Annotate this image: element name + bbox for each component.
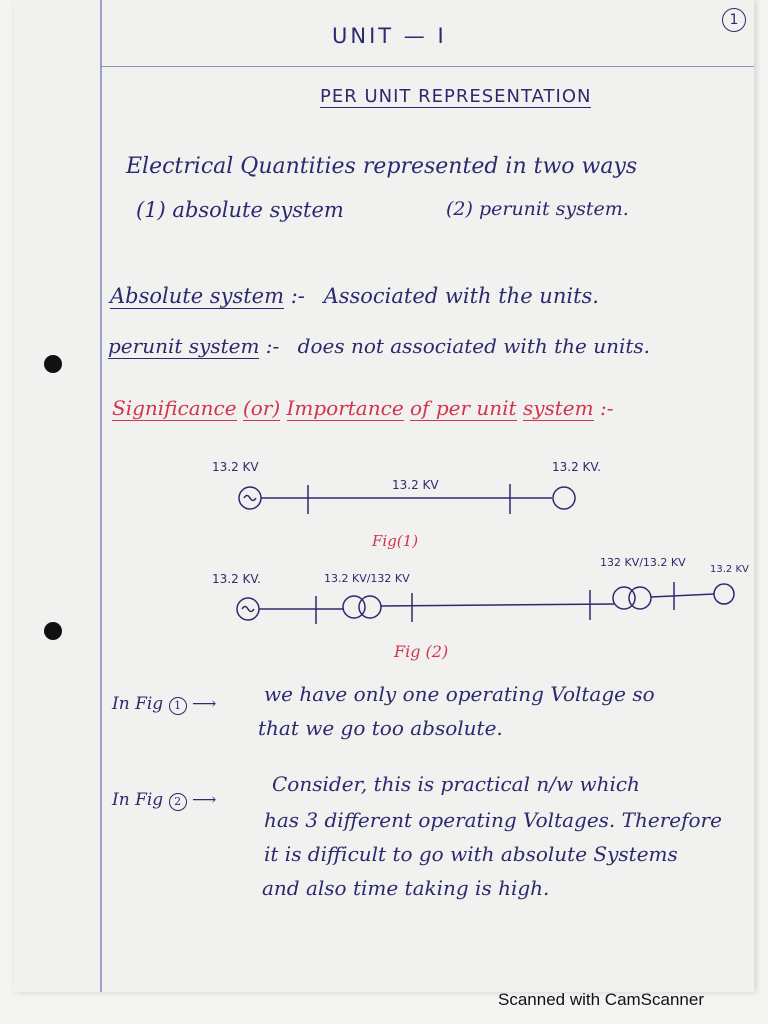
significance-of-per-unit: of per unit (410, 396, 517, 420)
fig2-t1-rating: 13.2 KV/132 KV (324, 572, 410, 585)
fig1-right-voltage: 13.2 KV. (552, 460, 601, 474)
note1-label (112, 694, 216, 715)
fig2-line-c (651, 594, 714, 597)
intro-option-perunit: (2) perunit system. (446, 198, 629, 220)
perunit-separator: :- (265, 334, 280, 358)
note1-line1: we have only one operating Voltage so (264, 682, 655, 706)
significance-system: system (522, 396, 594, 420)
absolute-separator: :- (290, 284, 305, 308)
fig2-right-voltage: 13.2 KV (710, 564, 749, 575)
note2-line4: and also time taking is high. (262, 876, 550, 900)
note2-label (112, 790, 216, 811)
perunit-description: does not associated with the units. (297, 334, 651, 358)
note1-label-text: In Fig (112, 694, 164, 714)
fig1-ac-wave-icon (244, 496, 256, 501)
significance-or: (or) (242, 396, 281, 420)
significance-word: Significance (112, 396, 237, 420)
intro-option-absolute: (1) absolute system (136, 198, 344, 222)
note2-line3: it is difficult to go with absolute Systems (264, 842, 678, 866)
fig1-mid-voltage: 13.2 KV (392, 478, 439, 492)
fig2-diagram (237, 582, 734, 624)
note1-fig-number: 1 (169, 697, 187, 715)
note2-line2: has 3 different operating Voltages. Therefore (264, 808, 722, 832)
page-number: 1 (722, 8, 746, 32)
perunit-term: perunit system (108, 334, 260, 358)
absolute-term: Absolute system (110, 284, 285, 308)
note2-line1: Consider, this is practical n/w which (272, 772, 640, 796)
fig2-ac-wave-icon (242, 607, 254, 612)
arrow-right-icon: ⟶ (192, 694, 217, 714)
note2-label-text: In Fig (112, 790, 164, 810)
fig2-t1-winding-2 (359, 596, 381, 618)
arrow-right-icon: ⟶ (192, 790, 217, 810)
significance-colon: :- (599, 396, 614, 420)
fig1-load-symbol (553, 487, 575, 509)
notebook-page (14, 0, 754, 992)
unit-title: UNIT — I (332, 24, 447, 48)
fig2-line-b (381, 604, 614, 606)
fig1-caption: Fig(1) (372, 532, 419, 550)
camscanner-watermark: Scanned with CamScanner (498, 990, 705, 1009)
note2-fig-number: 2 (169, 793, 187, 811)
fig2-load-symbol (714, 584, 734, 604)
main-title: PER UNIT REPRESENTATION (320, 86, 592, 107)
note1-line2: that we go too absolute. (258, 716, 503, 740)
intro-line: Electrical Quantities represented in two ways (126, 154, 638, 179)
fig2-caption: Fig (2) (394, 642, 449, 661)
fig1-left-voltage: 13.2 KV (212, 460, 259, 474)
fig2-left-voltage: 13.2 KV. (212, 572, 261, 586)
fig2-t2-rating: 132 KV/13.2 KV (600, 556, 686, 569)
significance-importance: Importance (286, 396, 404, 420)
absolute-description: Associated with the units. (323, 284, 599, 308)
fig2-t2-winding-2 (629, 587, 651, 609)
